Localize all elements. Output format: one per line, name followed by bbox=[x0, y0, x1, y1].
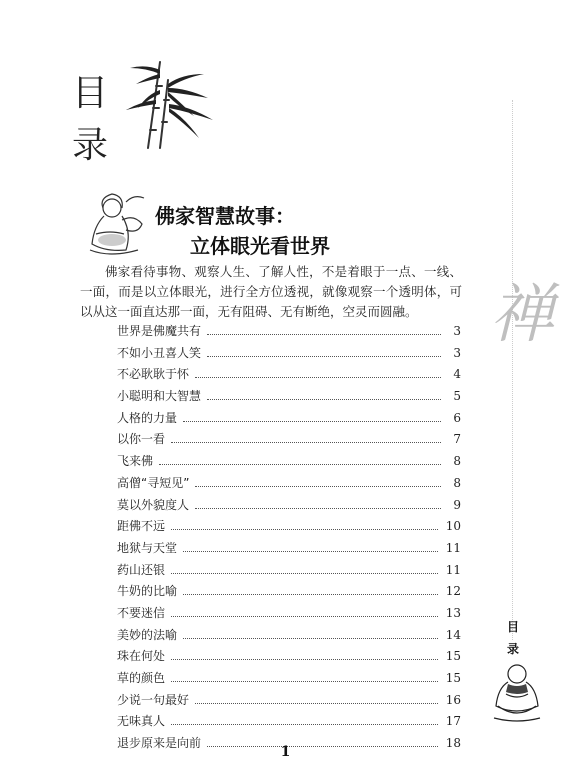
side-section-tab bbox=[500, 616, 526, 660]
toc-entry-page: 6 bbox=[453, 410, 461, 425]
toc-entry[interactable] bbox=[117, 691, 461, 713]
toc-list bbox=[117, 322, 461, 756]
toc-entry-title: 无味真人 bbox=[117, 714, 166, 729]
zen-watermark: 禅 bbox=[490, 278, 554, 352]
toc-entry-page: 15 bbox=[445, 671, 461, 685]
toc-entry-page: 18 bbox=[445, 736, 461, 751]
toc-entry-title: 距佛不远 bbox=[117, 519, 166, 534]
toc-entry-title: 不如小丑喜人笑 bbox=[117, 345, 202, 360]
toc-entry[interactable] bbox=[117, 496, 461, 518]
toc-entry-title: 牛奶的比喻 bbox=[117, 584, 178, 599]
toc-entry-title: 美妙的法喻 bbox=[117, 627, 178, 642]
section-intro: 佛家看待事物、观察人生、了解人性，不是着眼于一点、一线、一面，而是以立体眼光，进行全方位透视，就像观察一个透明体，可以从这一面直达那一面，无有阻碍、无有断绝，空灵而圆融。 bbox=[80, 264, 462, 319]
toc-dot-leader bbox=[207, 399, 441, 400]
toc-entry[interactable] bbox=[117, 344, 461, 366]
title-char-2: 录 bbox=[72, 125, 109, 166]
toc-entry-title: 珠在何处 bbox=[117, 649, 166, 664]
toc-dot-leader bbox=[171, 529, 438, 530]
page-number: 1 bbox=[280, 744, 291, 760]
toc-dot-leader bbox=[171, 442, 441, 443]
toc-dot-leader bbox=[183, 638, 438, 639]
toc-dot-leader bbox=[183, 551, 438, 552]
toc-dot-leader bbox=[207, 334, 441, 335]
toc-entry[interactable] bbox=[117, 452, 461, 474]
toc-dot-leader bbox=[159, 464, 441, 465]
toc-entry-page: 11 bbox=[445, 562, 461, 577]
toc-dot-leader bbox=[207, 356, 441, 357]
toc-dot-leader bbox=[195, 377, 441, 378]
toc-entry-page: 14 bbox=[445, 627, 461, 642]
toc-dot-leader bbox=[183, 421, 441, 422]
section-subtitle: 立体眼光看世界 bbox=[190, 234, 330, 258]
toc-dot-leader bbox=[195, 508, 441, 509]
toc-entry[interactable] bbox=[117, 409, 461, 431]
toc-entry-title: 退步原来是向前 bbox=[117, 736, 202, 751]
toc-entry-title: 飞来佛 bbox=[117, 454, 154, 469]
toc-entry-page: 16 bbox=[445, 692, 461, 707]
toc-entry[interactable] bbox=[117, 561, 461, 583]
toc-entry-title: 地狱与天堂 bbox=[117, 540, 178, 555]
toc-entry-title: 以你一看 bbox=[117, 432, 166, 447]
toc-entry-page: 8 bbox=[453, 454, 461, 469]
toc-entry-page: 10 bbox=[445, 519, 461, 534]
toc-entry[interactable] bbox=[117, 474, 461, 496]
toc-dot-leader bbox=[195, 486, 441, 487]
toc-entry[interactable] bbox=[117, 322, 461, 344]
toc-entry[interactable] bbox=[117, 647, 461, 669]
toc-dot-leader bbox=[171, 573, 438, 574]
toc-entry-title: 世界是佛魔共有 bbox=[117, 324, 202, 338]
toc-dot-leader bbox=[171, 616, 438, 617]
toc-entry-title: 莫以外貌度人 bbox=[117, 497, 190, 512]
toc-entry-title: 小聪明和大智慧 bbox=[117, 389, 202, 404]
toc-entry-page: 17 bbox=[445, 714, 461, 729]
toc-entry-page: 8 bbox=[453, 475, 461, 490]
toc-entry-page: 13 bbox=[445, 605, 461, 620]
toc-entry-page: 9 bbox=[453, 497, 461, 512]
toc-dot-leader bbox=[171, 681, 438, 682]
toc-entry[interactable] bbox=[117, 517, 461, 539]
toc-entry[interactable] bbox=[117, 626, 461, 648]
toc-entry-title: 不必耿耿于怀 bbox=[117, 367, 190, 382]
toc-entry-page: 5 bbox=[453, 389, 461, 404]
toc-entry-title: 不要迷信 bbox=[117, 605, 166, 620]
section-title: 佛家智慧故事： bbox=[155, 204, 295, 228]
toc-entry[interactable] bbox=[117, 365, 461, 387]
toc-entry-page: 15 bbox=[445, 649, 461, 664]
toc-entry-page: 4 bbox=[453, 367, 461, 382]
toc-entry-page: 3 bbox=[453, 345, 461, 360]
margin-divider bbox=[512, 100, 513, 640]
toc-entry-title: 药山还银 bbox=[117, 562, 166, 577]
toc-entry-title: 草的颜色 bbox=[117, 671, 166, 685]
toc-entry[interactable] bbox=[117, 539, 461, 561]
toc-entry-page: 3 bbox=[453, 324, 461, 338]
side-tab-char-2: 录 bbox=[506, 642, 519, 656]
toc-entry[interactable] bbox=[117, 669, 461, 691]
monk-illustration bbox=[82, 190, 148, 260]
toc-entry[interactable] bbox=[117, 387, 461, 409]
seated-monk-illustration bbox=[488, 660, 546, 722]
title-char-1: 目 bbox=[72, 73, 109, 114]
toc-entry[interactable] bbox=[117, 430, 461, 452]
page-title bbox=[72, 68, 112, 172]
toc-entry-title: 人格的力量 bbox=[117, 410, 178, 425]
toc-dot-leader bbox=[171, 659, 438, 660]
side-tab-char-1: 目 bbox=[506, 620, 519, 634]
toc-dot-leader bbox=[195, 703, 438, 704]
toc-entry[interactable] bbox=[117, 604, 461, 626]
toc-entry-page: 11 bbox=[445, 540, 461, 555]
toc-dot-leader bbox=[171, 724, 438, 725]
toc-entry[interactable] bbox=[117, 712, 461, 734]
toc-entry-title: 高僧“寻短见” bbox=[117, 475, 190, 490]
bamboo-illustration bbox=[120, 60, 230, 150]
toc-dot-leader bbox=[183, 594, 438, 595]
toc-entry-page: 7 bbox=[453, 432, 461, 447]
toc-entry-page: 12 bbox=[445, 584, 461, 599]
toc-entry-title: 少说一句最好 bbox=[117, 692, 190, 707]
toc-entry[interactable] bbox=[117, 582, 461, 604]
